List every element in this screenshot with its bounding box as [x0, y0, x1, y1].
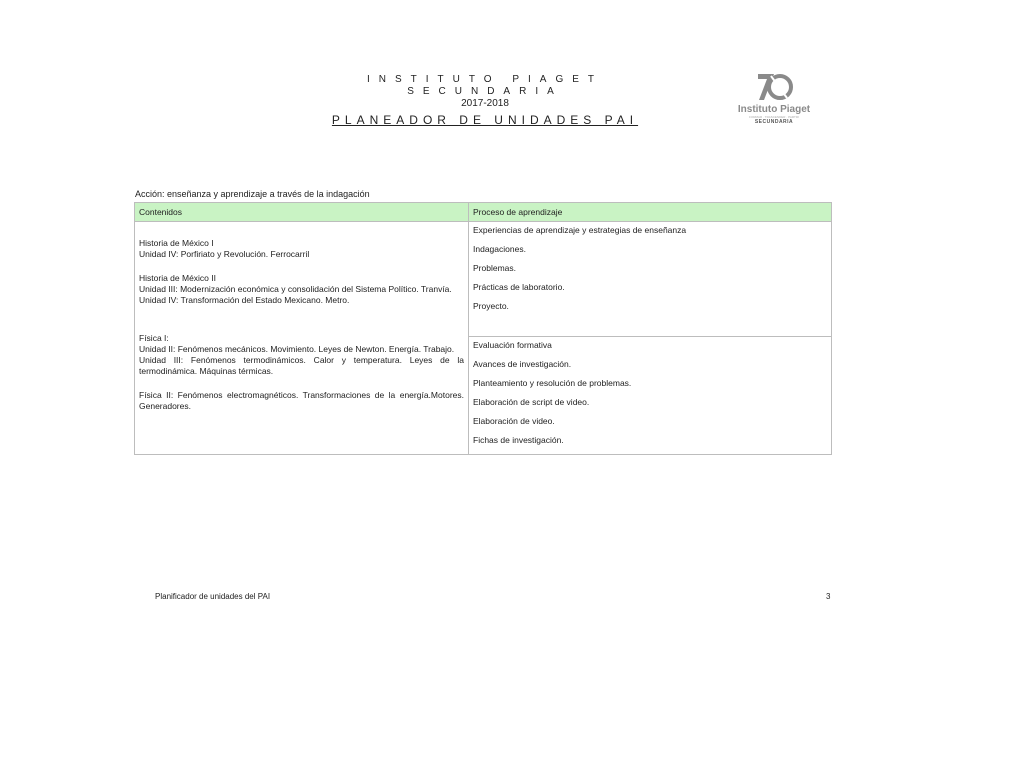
content-line: Historia de México II: [139, 273, 216, 283]
list-item: Planteamiento y resolución de problemas.: [473, 378, 632, 388]
contenidos-cell: [135, 222, 469, 455]
logo-name: Instituto Piaget: [737, 104, 811, 115]
school-year: 2017-2018: [461, 98, 509, 109]
content-line: Unidad III: Modernización económica y consolidación del Sistema Político. Tranvía.: [139, 284, 452, 294]
proceso-experiencias-cell: [469, 222, 832, 337]
list-item: Elaboración de script de video.: [473, 397, 590, 407]
logo-mark-icon: [754, 70, 794, 104]
header-proceso: Proceso de aprendizaje: [469, 203, 832, 222]
content-line: Unidad III: Fenómenos termodinámicos. Calor y temperatura. Leyes de la termodinámica. Máquinas térmicas.: [139, 355, 464, 376]
experiencias-list: [473, 222, 827, 312]
institute-name: INSTITUTO PIAGET: [366, 74, 604, 85]
accion-heading: Acción: enseñanza y aprendizaje a través de la indagación: [135, 189, 370, 199]
list-item: Elaboración de video.: [473, 416, 555, 426]
content-block-fisica-2: [139, 390, 464, 412]
content-block-historia-2: [139, 273, 464, 306]
content-block-historia-1: [139, 238, 464, 260]
list-item: Problemas.: [473, 263, 516, 273]
list-item: Indagaciones.: [473, 244, 526, 254]
list-item: Avances de investigación.: [473, 359, 572, 369]
evaluacion-list: [473, 337, 827, 446]
content-line: Unidad IV: Porfiriato y Revolución. Ferrocarril: [139, 249, 310, 259]
table-header-row: [135, 203, 832, 222]
list-item: Fichas de investigación.: [473, 435, 564, 445]
school-level: SECUNDARIA: [407, 86, 563, 97]
logo-tagline: FORMAR · TRASCENDER · PARTIR: [749, 115, 799, 119]
list-item: Proyecto.: [473, 301, 509, 311]
content-line: Física I:: [139, 333, 169, 343]
content-block-fisica-1: [139, 333, 464, 377]
page-number: 3: [826, 592, 831, 601]
planner-title: PLANEADOR DE UNIDADES PAI: [331, 113, 639, 127]
document-header: [300, 74, 670, 126]
content-line: Unidad II: Fenómenos mecánicos. Movimiento. Leyes de Newton. Energía. Trabajo.: [139, 344, 455, 354]
header-contenidos: Contenidos: [135, 203, 469, 222]
content-line: Física II: Fenómenos electromagnéticos. Transformaciones de la energía.Motores. Generadores.: [139, 390, 464, 411]
institute-logo: [734, 70, 814, 136]
pai-table: [134, 202, 832, 455]
table-row: [135, 222, 832, 337]
list-item: Experiencias de aprendizaje y estrategias de enseñanza: [473, 225, 687, 235]
list-item: Prácticas de laboratorio.: [473, 282, 565, 292]
content-line: Historia de México I: [139, 238, 214, 248]
list-item: Evaluación formativa: [473, 340, 552, 350]
logo-level: SECUNDARIA: [754, 119, 794, 125]
content-line: Unidad IV: Transformación del Estado Mexicano. Metro.: [139, 295, 350, 305]
footer-title: Planificador de unidades del PAI: [155, 592, 271, 601]
proceso-evaluacion-cell: [469, 337, 832, 455]
